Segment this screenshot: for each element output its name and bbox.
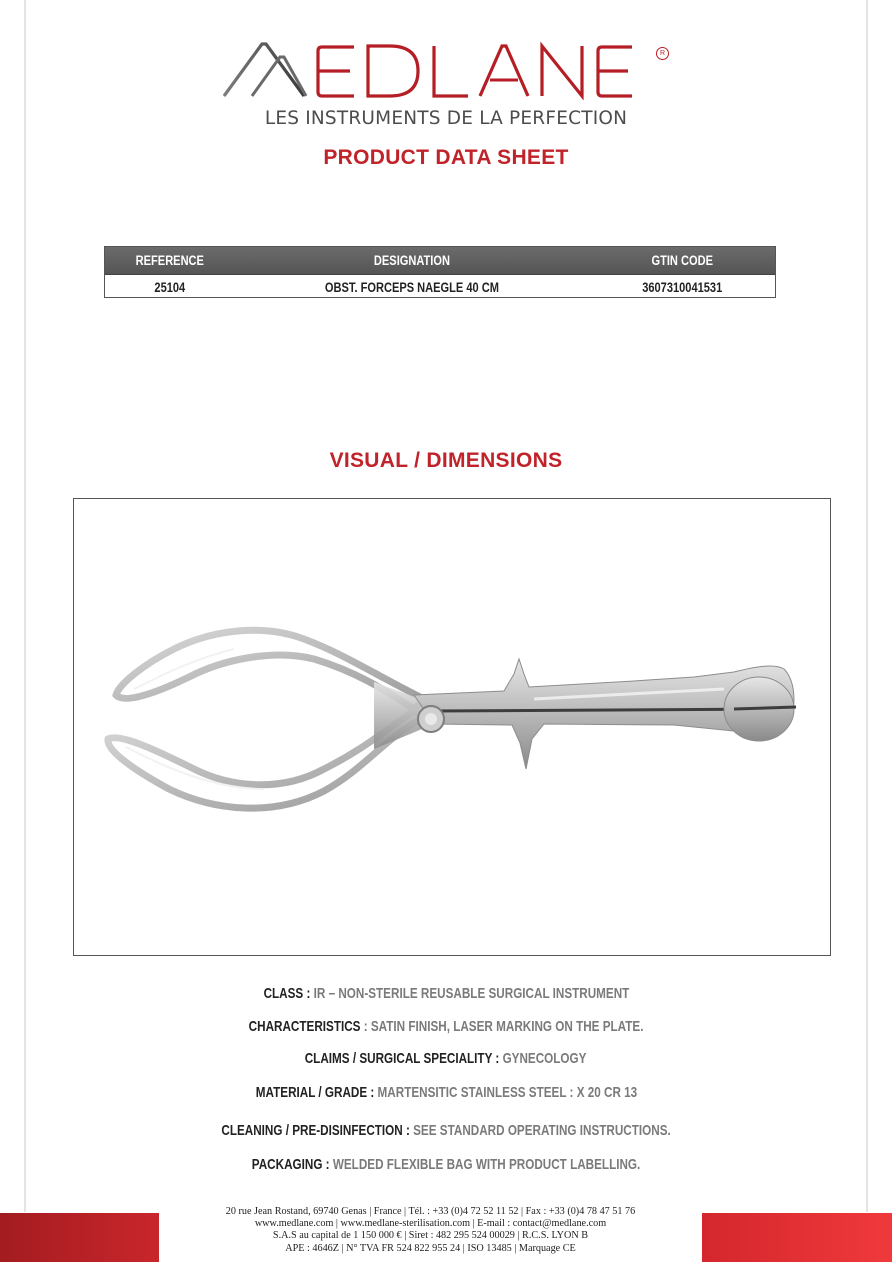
spec-characteristics [0,1018,892,1035]
spec-claims [0,1050,892,1067]
spec-label: CLEANING / PRE-DISINFECTION : [221,1122,410,1139]
tagline: LES INSTRUMENTS DE LA PERFECTION [264,108,628,129]
spec-value: IR – NON-STERILE REUSABLE SURGICAL INSTRUMENT [309,985,629,1002]
cell-gtin-code: 3607310041531 [641,279,722,295]
reference-table [104,246,776,298]
footer-red-bar-right [702,1213,892,1262]
registered-mark: R [656,47,669,60]
footer-registration-line: APE : 4646Z | N° TVA FR 524 822 955 24 | ISO 13485 | Marquage CE [285,1242,576,1254]
spec-label: MATERIAL / GRADE : [255,1084,374,1101]
obstetric-forceps-icon [74,499,830,955]
footer-address-line: 20 rue Jean Rostand, 69740 Genas | France | Tél. : +33 (0)4 72 52 11 52 | Fax : +33 (0)4 78 47 51 76 [225,1206,636,1217]
spec-value: GYNECOLOGY [499,1050,587,1067]
product-image-frame [73,498,831,956]
header-reference: REFERENCE [135,253,204,268]
spec-label: CLAIMS / SURGICAL SPECIALITY : [305,1050,500,1067]
spec-value: WELDED FLEXIBLE BAG WITH PRODUCT LABELLING. [329,1156,641,1173]
visual-dimensions-title: VISUAL / DIMENSIONS [329,449,563,472]
spec-class [0,985,892,1002]
spec-value: SEE STANDARD OPERATING INSTRUCTIONS. [409,1122,671,1139]
footer-web-line: www.medlane.com | www.medlane-sterilisation.com | E-mail : contact@medlane.com [254,1218,607,1230]
footer-company-line: S.A.S au capital de 1 150 000 € | Siret : 482 295 524 00029 | R.C.S. LYON B [272,1230,589,1242]
logo [0,20,892,129]
medlane-wordmark [222,38,652,100]
table-row [105,275,775,299]
spec-packaging [0,1156,892,1173]
header-gtin-code: GTIN CODE [651,253,713,268]
spec-label: PACKAGING : [251,1156,330,1173]
spec-label: CHARACTERISTICS [248,1018,361,1035]
cell-designation: OBST. FORCEPS NAEGLE 40 CM [324,279,499,295]
footer-contact [159,1206,702,1255]
spec-value: MARTENSITIC STAINLESS STEEL : X 20 CR 13 [373,1084,637,1101]
product-data-sheet-title: PRODUCT DATA SHEET [323,146,569,169]
cell-reference: 25104 [154,279,186,295]
spec-value: : SATIN FINISH, LASER MARKING ON THE PLATE. [360,1018,644,1035]
header-designation: DESIGNATION [373,253,450,268]
footer-red-bar-left [0,1213,159,1262]
spec-label: CLASS : [263,985,310,1002]
table-header-row [105,247,775,275]
spec-cleaning [0,1122,892,1139]
spec-material [0,1084,892,1101]
